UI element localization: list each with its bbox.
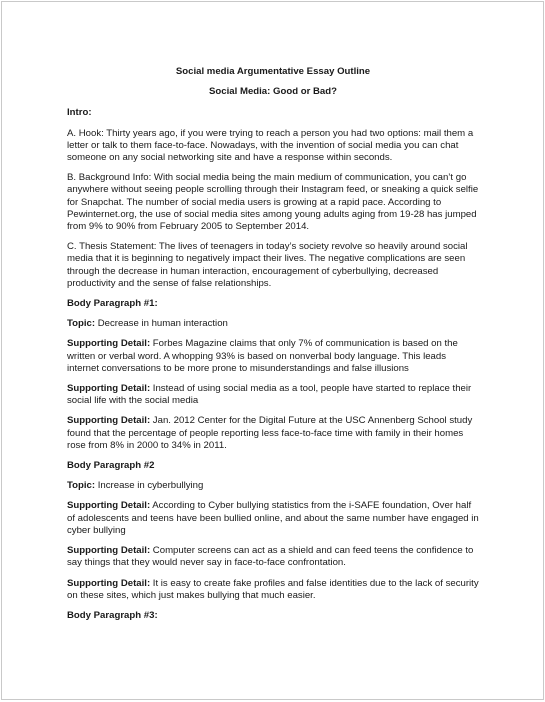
supporting-detail-text: Jan. 2012 Center for the Digital Future at the USC Annenberg School study found that the percentage of people reporting less face-to-face time with family in their homes rose from 8% in 2000 to 34% in 2011. [67, 415, 473, 451]
body1-detail-3 [67, 415, 479, 452]
topic-label: Topic: [67, 480, 96, 492]
topic-text: Increase in cyberbullying [95, 480, 204, 492]
supporting-detail-text: Forbes Magazine claims that only 7% of communication is based on the written or verbal word. A whopping 93% is based on nonverbal body language. This leads internet conversations to be more prone to misunderstandings and false illusions [67, 338, 458, 374]
supporting-detail-label: Supporting Detail: [67, 500, 151, 512]
body2-detail-2 [67, 545, 479, 569]
supporting-detail-label: Supporting Detail: [67, 545, 151, 557]
supporting-detail-text: It is easy to create fake profiles and false identities due to the lack of security on these sites, which just makes bullying that much easier. [67, 577, 479, 601]
intro-background: B. Background Info: With social media being the main medium of communication, you can’t go anywhere without seeing people scrolling through their Instagram feed, or sneaking a quick selfie for Snapchat. The number of social media users is growing at a rapid pace. According to Pewinternet.org, the use of social media sites among young adults aging from 19-28 has jumped from 9% to 90% from February 2005 to September 2014. [67, 172, 479, 233]
supporting-detail-text: Instead of using social media as a tool, people have started to replace their social life with the social media [67, 383, 472, 407]
intro-hook: A. Hook: Thirty years ago, if you were trying to reach a person you had two options: mail them a letter or talk to them face-to-face. Nowadays, with the invention of social media you can chat someone on any social networking site and have a response within seconds. [67, 127, 474, 164]
body2-topic [67, 480, 479, 492]
body2-heading: Body Paragraph #2 [67, 460, 155, 472]
intro-heading: Intro: [67, 107, 92, 119]
supporting-detail-label: Supporting Detail: [67, 415, 151, 427]
body2-detail-1 [67, 500, 479, 537]
topic-text: Decrease in human interaction [95, 318, 228, 330]
supporting-detail-label: Supporting Detail: [67, 338, 151, 350]
body2-detail-3 [67, 578, 479, 602]
body1-topic [67, 318, 479, 330]
body1-detail-2 [67, 383, 479, 407]
document-page [1, 1, 544, 700]
body1-detail-1 [67, 338, 479, 375]
supporting-detail-text: According to Cyber bullying statistics from the i-SAFE foundation, Over half of adolescents and teens have been bullied online, and about the same number have engaged in cyber bullying [67, 500, 479, 536]
topic-label: Topic: [67, 318, 96, 330]
supporting-detail-label: Supporting Detail: [67, 383, 151, 395]
body1-heading: Body Paragraph #1: [67, 298, 158, 310]
body3-heading: Body Paragraph #3: [67, 609, 158, 621]
supporting-detail-text: Computer screens can act as a shield and can feed teens the confidence to say things that they would never say in face-to-face confrontation. [67, 545, 474, 569]
document-subtitle: Social Media: Good or Bad? [209, 86, 337, 98]
supporting-detail-label: Supporting Detail: [67, 577, 151, 589]
document-title: Social media Argumentative Essay Outline [175, 66, 371, 77]
intro-thesis: C. Thesis Statement: The lives of teenagers in today’s society revolve so heavily around social media that it is beginning to negatively impact their lives. The negative complications are seen through the decrease in human interaction, encouragement of cyberbullying, decreased productivity and the sense of false relationships. [67, 241, 468, 289]
